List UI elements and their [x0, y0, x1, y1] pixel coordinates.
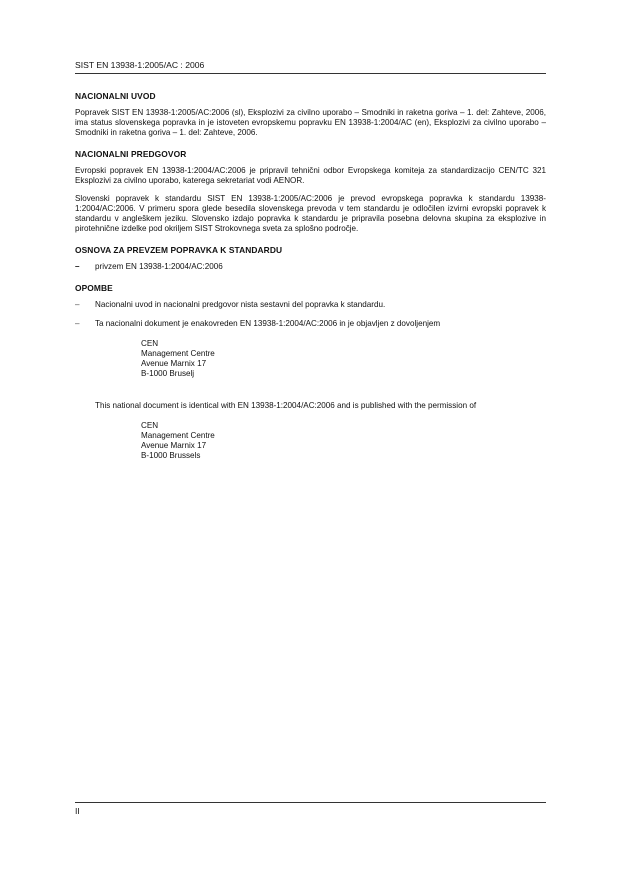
section-title-nacionalni-predgovor: NACIONALNI PREDGOVOR — [75, 149, 187, 159]
list-item — [75, 262, 546, 272]
list-item — [75, 300, 546, 310]
address-line: B-1000 Brussels — [141, 451, 201, 460]
footer-divider — [75, 802, 546, 803]
address-block-sl — [141, 339, 546, 379]
section-title-opombe: OPOMBE — [75, 283, 113, 293]
address-line: CEN — [141, 421, 159, 430]
bullet-dash-icon: – — [75, 319, 80, 328]
address-line: Management Centre — [141, 431, 215, 440]
page-number: II — [75, 806, 80, 816]
opombe-item-2-text: Ta nacionalni dokument je enakovreden EN 13938-1:2004/AC:2006 in je objavljen z dovoljenjem — [95, 319, 441, 328]
section-title-osnova: OSNOVA ZA PREVZEM POPRAVKA K STANDARDU — [75, 245, 283, 255]
section-nacionalni-uvod — [75, 91, 546, 138]
section-title-nacionalni-uvod: NACIONALNI UVOD — [75, 91, 156, 101]
predgovor-paragraph-1: Evropski popravek EN 13938-1:2004/AC:2006 je pripravil tehnični odbor Evropskega komiteja za standardizacijo CEN/TC 321 Eksplozivi za civilno uporabo, katerega sekretariat vodi AENOR. — [75, 166, 546, 185]
opombe-item-1-text: Nacionalni uvod in nacionalni predgovor nista sestavni del popravka k standardu. — [95, 300, 386, 309]
section-nacionalni-predgovor — [75, 149, 546, 234]
address-line: B-1000 Bruselj — [141, 369, 195, 378]
address-line: Avenue Marnix 17 — [141, 441, 207, 450]
page-content — [75, 80, 546, 483]
section-opombe — [75, 283, 546, 461]
address-line: CEN — [141, 339, 159, 348]
predgovor-paragraph-2: Slovenski popravek k standardu SIST EN 13938-1:2005/AC:2006 je prevod evropskega popravka k standardu 13938-1:2004/AC:2006. V primeru spora glede besedila slovenskega prevoda v tem standardu je odločilen izvirni evropski popravek k standardu v angleškem jeziku. Slovensko izdajo popravka k standardu je pripravila posebna delovna skupina za eksplozive in pirotehnične izdelke pod okriljem SIST Strokovnega sveta za splošno področje. — [75, 194, 546, 233]
bullet-dash-icon: – — [75, 262, 80, 271]
english-note: This national document is identical with EN 13938-1:2004/AC:2006 and is published with the permission of — [95, 401, 477, 410]
address-line: Management Centre — [141, 349, 215, 358]
list-item — [75, 319, 546, 329]
header-divider — [75, 73, 546, 74]
header-doc-id: SIST EN 13938-1:2005/AC : 2006 — [75, 60, 205, 70]
address-line: Avenue Marnix 17 — [141, 359, 207, 368]
osnova-item-text: privzem EN 13938-1:2004/AC:2006 — [95, 262, 223, 271]
section-osnova — [75, 245, 546, 272]
bullet-dash-icon: – — [75, 300, 80, 309]
nacionalni-uvod-text: Popravek SIST EN 13938-1:2005/AC:2006 (sl), Eksplozivi za civilno uporabo – Smodniki in raketna goriva – 1. del: Zahteve, 2006, ima status slovenskega popravka in je istoveten evropskemu popravku EN 13938-1:2004/AC (en), Eksplozivi za civilno uporabo – Smodniki in raketna goriva – 1. del: Zahteve, 2006. — [75, 108, 546, 137]
address-block-en — [141, 421, 546, 461]
